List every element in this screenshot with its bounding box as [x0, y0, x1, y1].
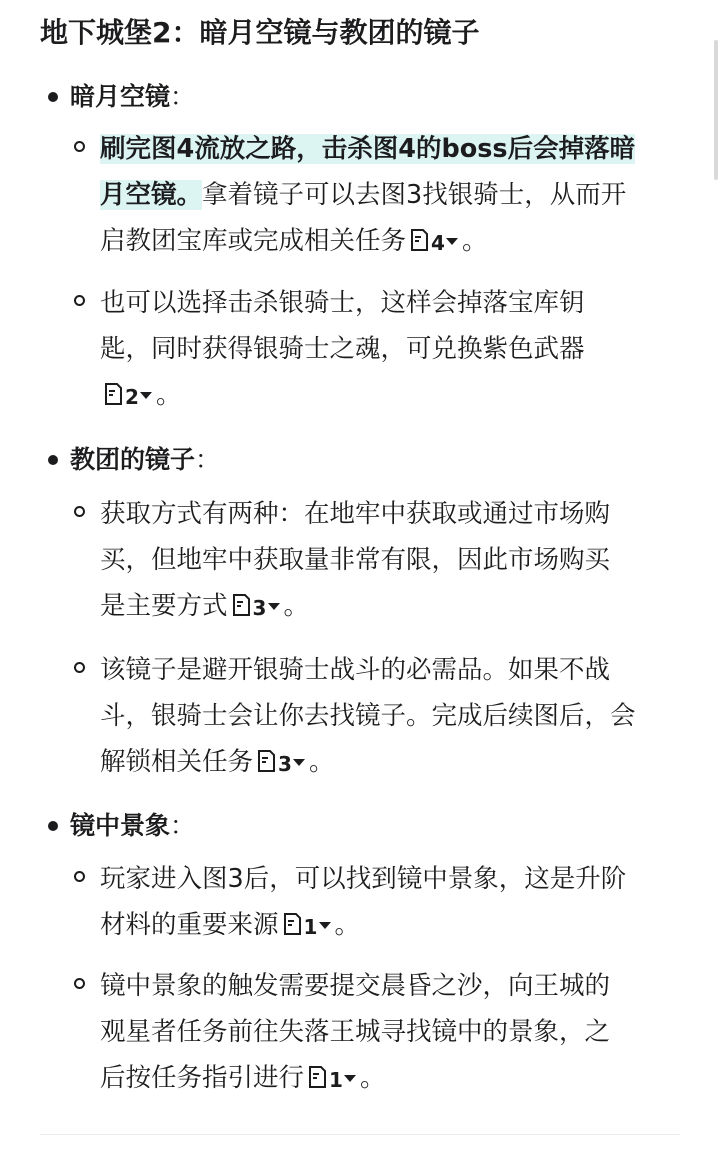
- highlighted-text: 刷完图4流放之路，击杀图4的boss后会掉落暗: [100, 134, 636, 164]
- item-line: 获取方式有两种：在地牢中获取或通过市场购: [100, 499, 611, 529]
- item-line: 解锁相关任务 3 。: [100, 747, 335, 777]
- bullet-dot: [48, 821, 58, 831]
- chevron-down-icon: [293, 759, 305, 766]
- item-line: [100, 132, 635, 166]
- item-line: 买，但地牢中获取量非常有限，因此市场购买: [100, 545, 611, 575]
- item-line: 也可以选择击杀银骑士，这样会掉落宝库钥: [100, 288, 585, 318]
- section-heading: 暗月空镜：: [70, 82, 196, 111]
- item-line: 斗，银骑士会让你去找镜子。完成后续图后，会: [100, 701, 636, 731]
- item-line: 镜中景象的触发需要提交晨昏之沙，向王城的: [100, 971, 611, 1001]
- sub-bullet-ring: [74, 978, 85, 989]
- document-icon: [232, 593, 252, 617]
- sub-bullet-ring: [74, 506, 85, 517]
- item-line: 月空镜。拿着镜子可以去图3找银骑士，从而开: [100, 180, 627, 210]
- sub-bullet-ring: [74, 141, 85, 152]
- divider: [40, 1134, 680, 1135]
- chevron-down-icon: [140, 392, 152, 399]
- document-icon: [410, 228, 430, 252]
- item-line: 观星者任务前往失落王城寻找镜中的景象，之: [100, 1017, 611, 1047]
- citation-reference-button[interactable]: 1: [283, 910, 335, 940]
- item-line: 2 。: [100, 378, 182, 412]
- scrollbar[interactable]: [714, 40, 718, 180]
- section-heading: 教团的镜子：: [70, 445, 221, 474]
- item-line: 匙，同时获得银骑士之魂，可兑换紫色武器: [100, 334, 585, 364]
- section-heading: 镜中景象：: [70, 811, 196, 840]
- citation-reference-button[interactable]: 3: [257, 747, 309, 777]
- document-icon: [104, 382, 124, 406]
- item-line: 材料的重要来源 1 。: [100, 910, 361, 940]
- item-line: 玩家进入图3后，可以找到镜中景象，这是升阶: [100, 864, 627, 894]
- bullet-dot: [48, 92, 58, 102]
- sub-bullet-ring: [74, 871, 85, 882]
- citation-reference-button[interactable]: 4: [410, 226, 462, 256]
- document-icon: [308, 1065, 328, 1089]
- chevron-down-icon: [319, 922, 331, 929]
- citation-reference-button[interactable]: 3: [232, 591, 284, 621]
- document-icon: [283, 912, 303, 936]
- chevron-down-icon: [344, 1075, 356, 1082]
- document-icon: [257, 749, 277, 773]
- item-line: 后按任务指引进行 1 。: [100, 1063, 386, 1093]
- citation-reference-button[interactable]: 2: [104, 380, 156, 410]
- page-title: 地下城堡2：暗月空镜与教团的镜子: [40, 16, 480, 49]
- item-line: 启教团宝库或完成相关任务 4 。: [100, 226, 488, 256]
- citation-reference-button[interactable]: 1: [308, 1063, 360, 1093]
- sub-bullet-ring: [74, 295, 85, 306]
- item-line: 是主要方式 3 。: [100, 591, 310, 621]
- chevron-down-icon: [446, 238, 458, 245]
- highlighted-text: 月空镜。: [100, 180, 203, 210]
- bullet-dot: [48, 455, 58, 465]
- item-line: 该镜子是避开银骑士战斗的必需品。如果不战: [100, 655, 611, 685]
- chevron-down-icon: [268, 603, 280, 610]
- sub-bullet-ring: [74, 662, 85, 673]
